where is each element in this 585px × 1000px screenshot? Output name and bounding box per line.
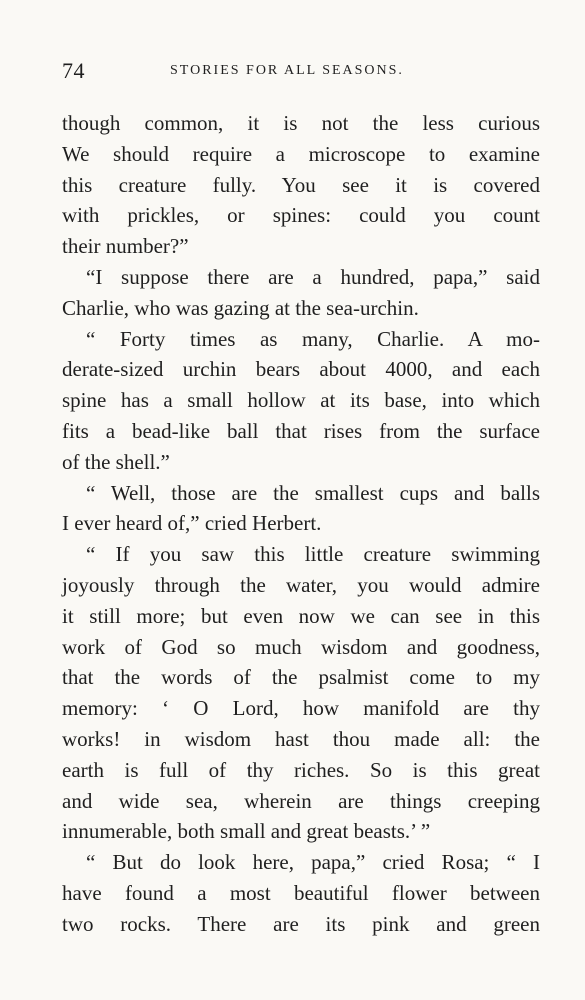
text-line: I ever heard of,” cried Herbert.	[62, 511, 322, 536]
page-header	[62, 58, 540, 86]
text-line: of the shell.”	[62, 449, 170, 474]
text-line: it still more; but even now we can see in this	[62, 603, 540, 628]
text-line: “ Well, those are the smallest cups and balls	[86, 480, 540, 505]
text-line: work of God so much wisdom and goodness,	[62, 634, 540, 659]
text-line: spine has a small hollow at its base, into which	[62, 388, 540, 413]
text-line: and wide sea, wherein are things creeping	[62, 788, 540, 813]
text-line: have found a most beautiful flower between	[62, 880, 540, 905]
text-line: their number?”	[62, 234, 189, 259]
text-line: fits a bead-like ball that rises from the surface	[62, 418, 540, 443]
text-line: “ If you saw this little creature swimming	[86, 542, 540, 567]
text-line: works! in wisdom hast thou made all: the	[62, 726, 540, 751]
text-line: innumerable, both small and great beasts.’ ”	[62, 819, 431, 844]
text-line: “I suppose there are a hundred, papa,” said	[86, 264, 540, 289]
text-line: earth is full of thy riches. So is this great	[62, 757, 540, 782]
text-line: with prickles, or spines: could you count	[62, 203, 540, 228]
text-line: derate-sized urchin bears about 4000, and each	[62, 357, 540, 382]
text-line: “ But do look here, papa,” cried Rosa; “ I	[86, 850, 540, 875]
body-text	[62, 108, 540, 940]
text-line: memory: ‘ O Lord, how manifold are thy	[62, 696, 540, 721]
running-head: STORIES FOR ALL SEASONS.	[170, 63, 404, 78]
page-number: 74	[62, 58, 85, 83]
text-line: this creature fully. You see it is covered	[62, 172, 540, 197]
text-line: though common, it is not the less curious	[62, 111, 540, 135]
text-line: joyously through the water, you would admire	[62, 572, 540, 597]
text-line: We should require a microscope to examine	[62, 141, 540, 166]
text-line: “ Forty times as many, Charlie. A mo-	[86, 326, 540, 351]
text-line: that the words of the psalmist come to my	[62, 665, 540, 690]
text-line: Charlie, who was gazing at the sea-urchin.	[62, 295, 419, 320]
text-line: two rocks. There are its pink and green	[62, 911, 540, 936]
